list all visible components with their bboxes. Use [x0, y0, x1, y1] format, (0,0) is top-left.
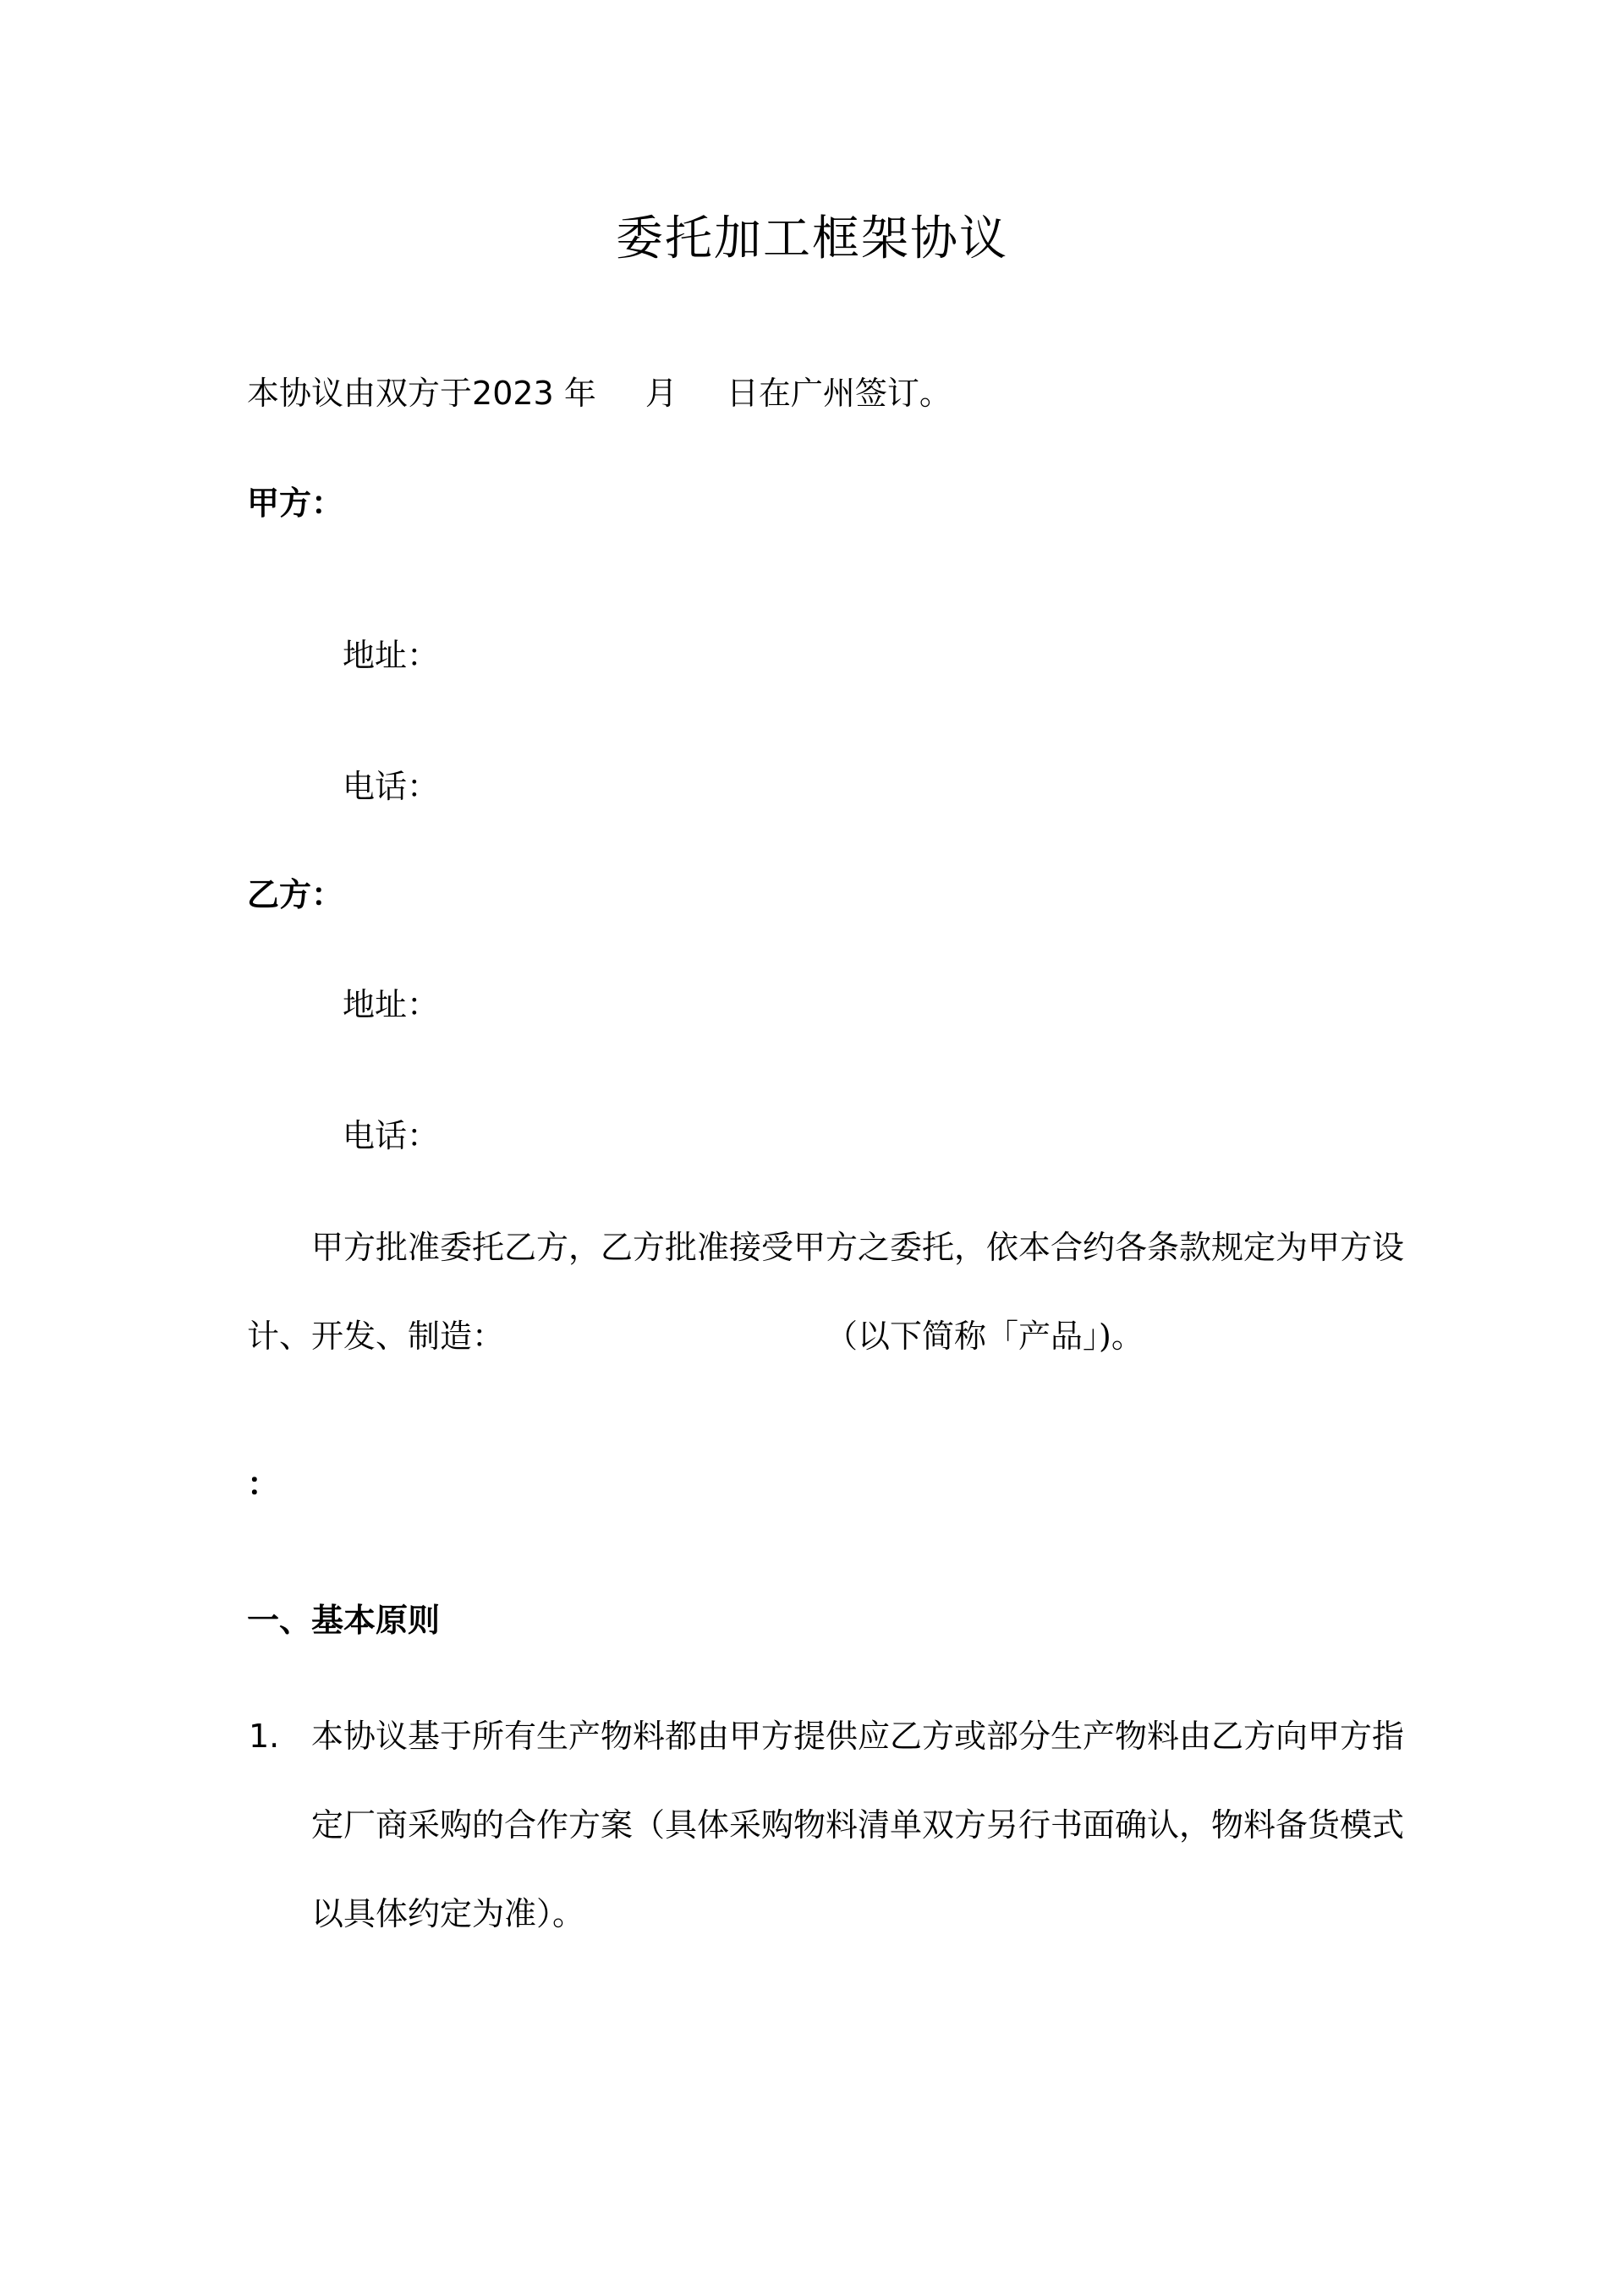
- party-b-label: 乙方：: [247, 876, 344, 913]
- intro-prefix: 本协议由双方于: [247, 375, 473, 412]
- colon-line: ：: [247, 1466, 280, 1503]
- commission-line-2: [247, 1317, 1144, 1356]
- party-b-address-label: 地址：: [343, 986, 440, 1023]
- intro-line: [247, 374, 952, 413]
- commission-line-1: 甲方批准委托乙方，乙方批准接受甲方之委托，依本合约各条款规定为甲方设: [311, 1229, 1405, 1266]
- intro-day-suffix: 日在广州签订。: [726, 375, 952, 412]
- intro-year: 2023: [472, 375, 554, 412]
- party-a-label: 甲方：: [247, 485, 344, 522]
- intro-month-unit: 月: [645, 375, 678, 412]
- item-1-line-1: 本协议基于所有生产物料都由甲方提供应乙方或部分生产物料由乙方向甲方指: [311, 1718, 1405, 1755]
- document-title: 委托加工框架协议: [616, 211, 1008, 266]
- party-b-phone-label: 电话：: [343, 1117, 440, 1154]
- commission-line-2-suffix: （以下简称「产品」)。: [826, 1318, 1144, 1355]
- item-1-line-3: 以具体约定为准）。: [311, 1895, 585, 1932]
- intro-year-unit: 年: [563, 375, 596, 412]
- item-1-number: 1.: [249, 1718, 280, 1755]
- party-a-phone-label: 电话：: [343, 768, 440, 805]
- item-1-line-2: 定厂商采购的合作方案（具体采购物料清单双方另行书面确认，物料备货模式: [311, 1806, 1405, 1844]
- party-a-address-label: 地址：: [343, 637, 440, 674]
- commission-line-2-prefix: 计、开发、制造：: [247, 1318, 505, 1355]
- section-1-heading: 一、基本原则: [247, 1602, 441, 1639]
